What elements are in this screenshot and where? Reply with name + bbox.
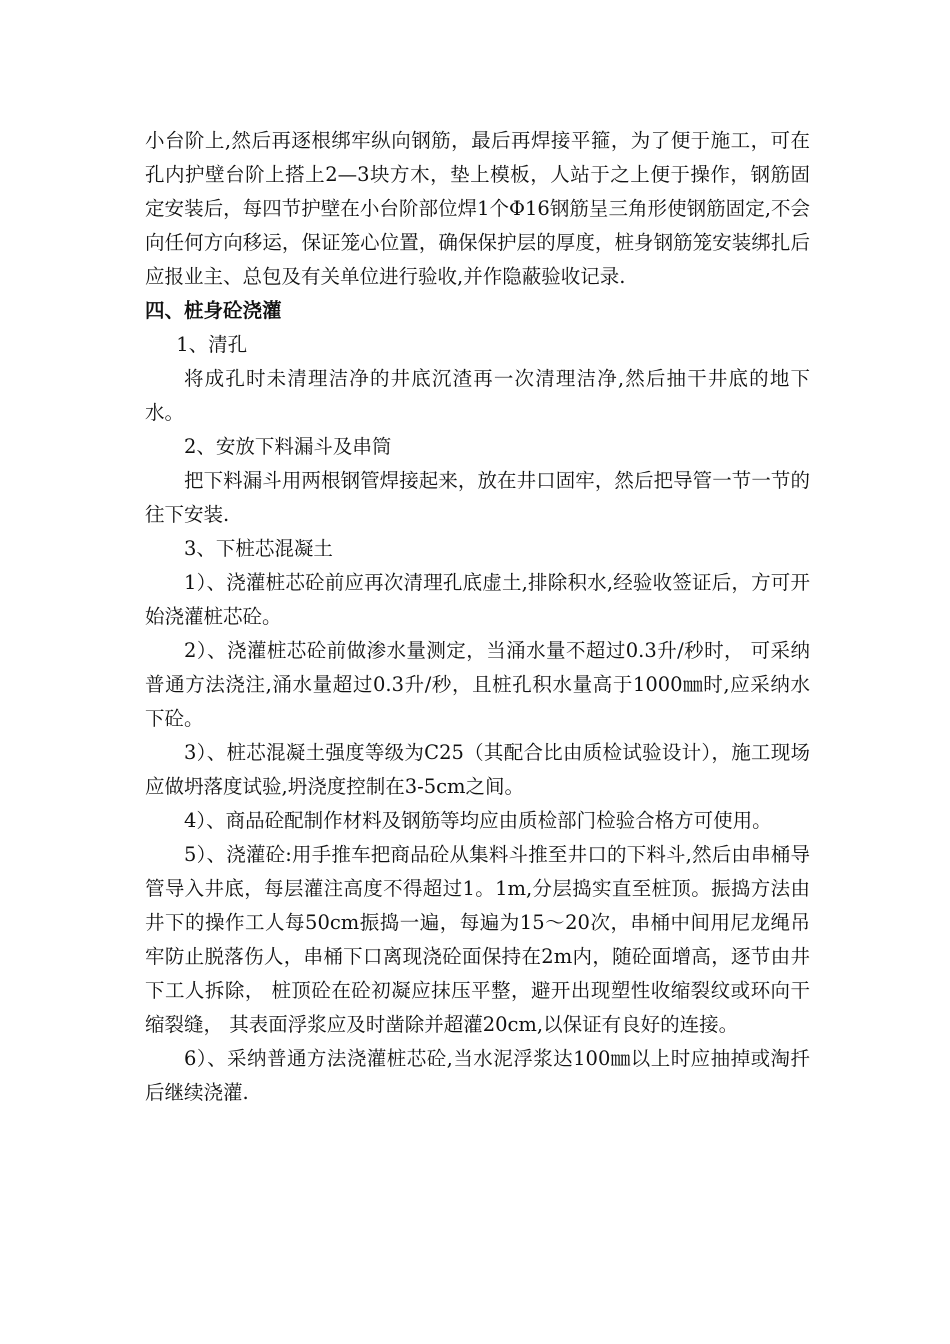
document-body <box>145 124 810 1110</box>
intro-paragraph: 小台阶上,然后再逐根绑牢纵向钢筋，最后再焊接平箍，为了便于施工，可在孔内护壁台阶上搭上2—3块方木，垫上模板，人站于之上便于操作，钢筋固定安装后，每四节护壁在小台阶部位焊1个Φ16钢筋呈三角形使钢筋固定,不会向任何方向移运，保证笼心位置，确保保护层的厚度，桩身钢筋笼安装绑扎后应报业主、总包及有关单位进行验收,并作隐蔽验收记录. <box>145 129 810 288</box>
list-item-4: 4）、商品砼配制作材料及钢筋等均应由质检部门检验合格方可使用。 <box>184 809 772 832</box>
subsection-title-1: 1、清孔 <box>176 333 248 356</box>
section-heading: 四、桩身砼浇灌 <box>145 299 282 322</box>
list-item-2: 2）、浇灌桩芯砼前做渗水量测定，当涌水量不超过0.3升/秒时， 可采纳普通方法浇注,涌水量超过0.3升/秒，且桩孔积水量高于1000㎜时,应采纳水下砼。 <box>145 639 810 730</box>
list-item-6: 6）、采纳普通方法浇灌桩芯砼,当水泥浮浆达100㎜以上时应抽掉或淘扦后继续浇灌. <box>145 1047 810 1104</box>
list-item-5: 5）、浇灌砼:用手推车把商品砼从集料斗推至井口的下料斗,然后由串桶导管导入井底，每层灌注高度不得超过1。1m,分层捣实直至桩顶。振捣方法由井下的操作工人每50cm振捣一遍，每遍为15～20次，串桶中间用尼龙绳吊牢防止脱落伤人，串桶下口离现浇砼面保持在2m内，随砼面增高，逐节由井下工人拆除， 桩顶砼在砼初凝应抹压平整，避开出现塑性收缩裂纹或环向干缩裂缝， 其表面浮浆应及时凿除并超灌20cm,以保证有良好的连接。 <box>145 843 810 1036</box>
subsection-body-2: 把下料漏斗用两根钢管焊接起来，放在井口固牢，然后把导管一节一节的往下安装. <box>145 469 810 526</box>
subsection-body-1: 将成孔时未清理洁净的井底沉渣再一次清理洁净,然后抽干井底的地下水。 <box>145 367 810 424</box>
list-item-3: 3）、桩芯混凝土强度等级为C25（其配合比由质检试验设计），施工现场应做坍落度试验,坍浇度控制在3-5cm之间。 <box>145 741 810 798</box>
subsection-title-3: 3、下桩芯混凝土 <box>184 537 333 560</box>
list-item-1: 1）、浇灌桩芯砼前应再次清理孔底虚土,排除积水,经验收签证后，方可开始浇灌桩芯砼。 <box>145 571 810 628</box>
subsection-title-2: 2、安放下料漏斗及串筒 <box>184 435 392 458</box>
